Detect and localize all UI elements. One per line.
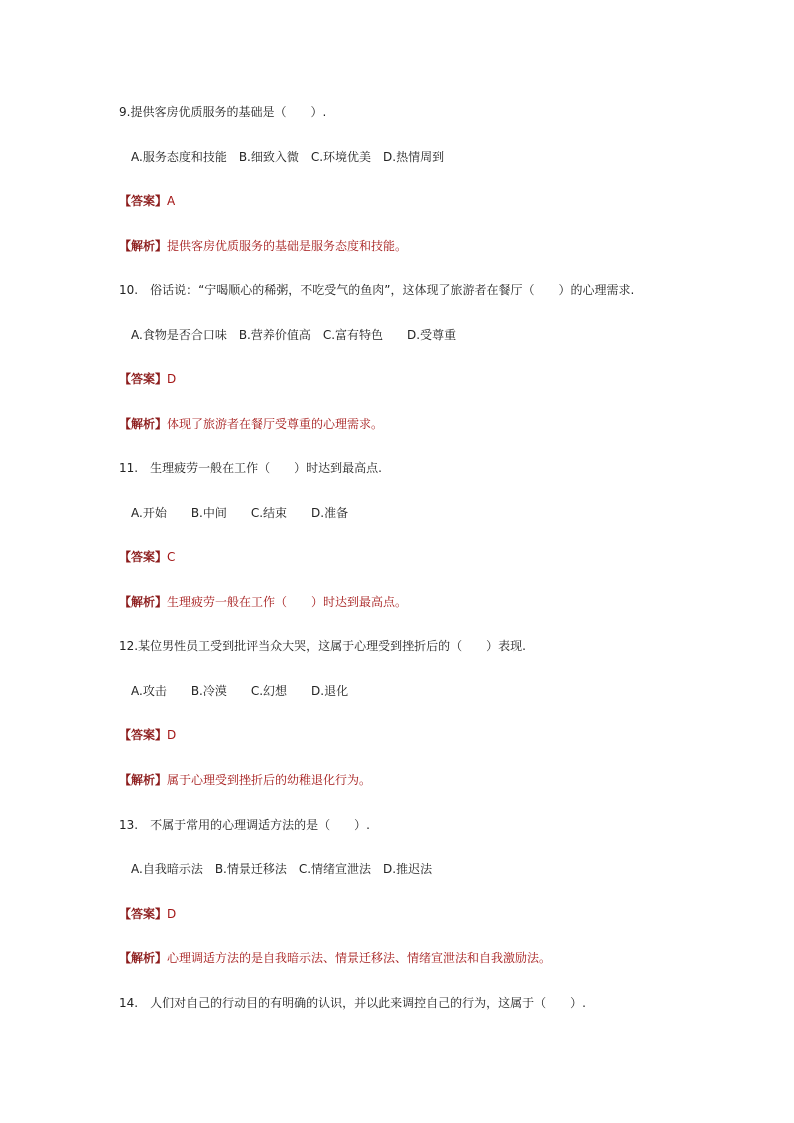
answer-value: D bbox=[167, 907, 177, 921]
question-14: 14. 人们对自己的行动目的有明确的认识，并以此来调控自己的行为，这属于（ ）. bbox=[119, 996, 586, 1010]
explanation-label: 【解析】 bbox=[119, 239, 168, 253]
answer-label: 【答案】 bbox=[119, 194, 168, 208]
answer-12 bbox=[119, 727, 176, 743]
answer-9 bbox=[119, 193, 175, 209]
explanation-11 bbox=[119, 594, 407, 610]
answer-value: A bbox=[167, 194, 176, 208]
explanation-text: 属于心理受到挫折后的幼稚退化行为。 bbox=[167, 773, 372, 787]
options-10: A.食物是否合口味 B.营养价值高 C.富有特色 D.受尊重 bbox=[131, 328, 457, 342]
explanation-13 bbox=[119, 950, 551, 966]
answer-label: 【答案】 bbox=[119, 550, 168, 564]
answer-label: 【答案】 bbox=[119, 728, 168, 742]
question-12: 12.某位男性员工受到批评当众大哭，这属于心理受到挫折后的（ ）表现. bbox=[119, 639, 526, 653]
question-10: 10. 俗话说：“宁喝顺心的稀粥，不吃受气的鱼肉”，这体现了旅游者在餐厅（ ）的心理需求. bbox=[119, 283, 635, 297]
answer-11 bbox=[119, 549, 175, 565]
answer-10 bbox=[119, 371, 176, 387]
explanation-label: 【解析】 bbox=[119, 595, 168, 609]
question-13: 13. 不属于常用的心理调适方法的是（ ）. bbox=[119, 818, 370, 832]
question-9: 9.提供客房优质服务的基础是（ ）. bbox=[119, 105, 327, 119]
explanation-10 bbox=[119, 416, 383, 432]
answer-label: 【答案】 bbox=[119, 372, 168, 386]
explanation-9 bbox=[119, 238, 407, 254]
answer-value: C bbox=[167, 550, 176, 564]
options-11: A.开始 B.中间 C.结束 D.准备 bbox=[131, 506, 349, 520]
answer-label: 【答案】 bbox=[119, 907, 168, 921]
explanation-12 bbox=[119, 772, 371, 788]
explanation-text: 体现了旅游者在餐厅受尊重的心理需求。 bbox=[167, 417, 384, 431]
explanation-text: 生理疲劳一般在工作（ ）时达到最高点。 bbox=[167, 595, 408, 609]
options-12: A.攻击 B.冷漠 C.幻想 D.退化 bbox=[131, 684, 349, 698]
answer-13 bbox=[119, 906, 176, 922]
options-9: A.服务态度和技能 B.细致入微 C.环境优美 D.热情周到 bbox=[131, 150, 445, 164]
answer-value: D bbox=[167, 728, 177, 742]
explanation-text: 提供客房优质服务的基础是服务态度和技能。 bbox=[167, 239, 408, 253]
answer-value: D bbox=[167, 372, 177, 386]
options-13: A.自我暗示法 B.情景迁移法 C.情绪宣泄法 D.推迟法 bbox=[131, 862, 433, 876]
explanation-text: 心理调适方法的是自我暗示法、情景迁移法、情绪宣泄法和自我激励法。 bbox=[167, 951, 552, 965]
question-11: 11. 生理疲劳一般在工作（ ）时达到最高点. bbox=[119, 461, 382, 475]
explanation-label: 【解析】 bbox=[119, 951, 168, 965]
explanation-label: 【解析】 bbox=[119, 773, 168, 787]
explanation-label: 【解析】 bbox=[119, 417, 168, 431]
